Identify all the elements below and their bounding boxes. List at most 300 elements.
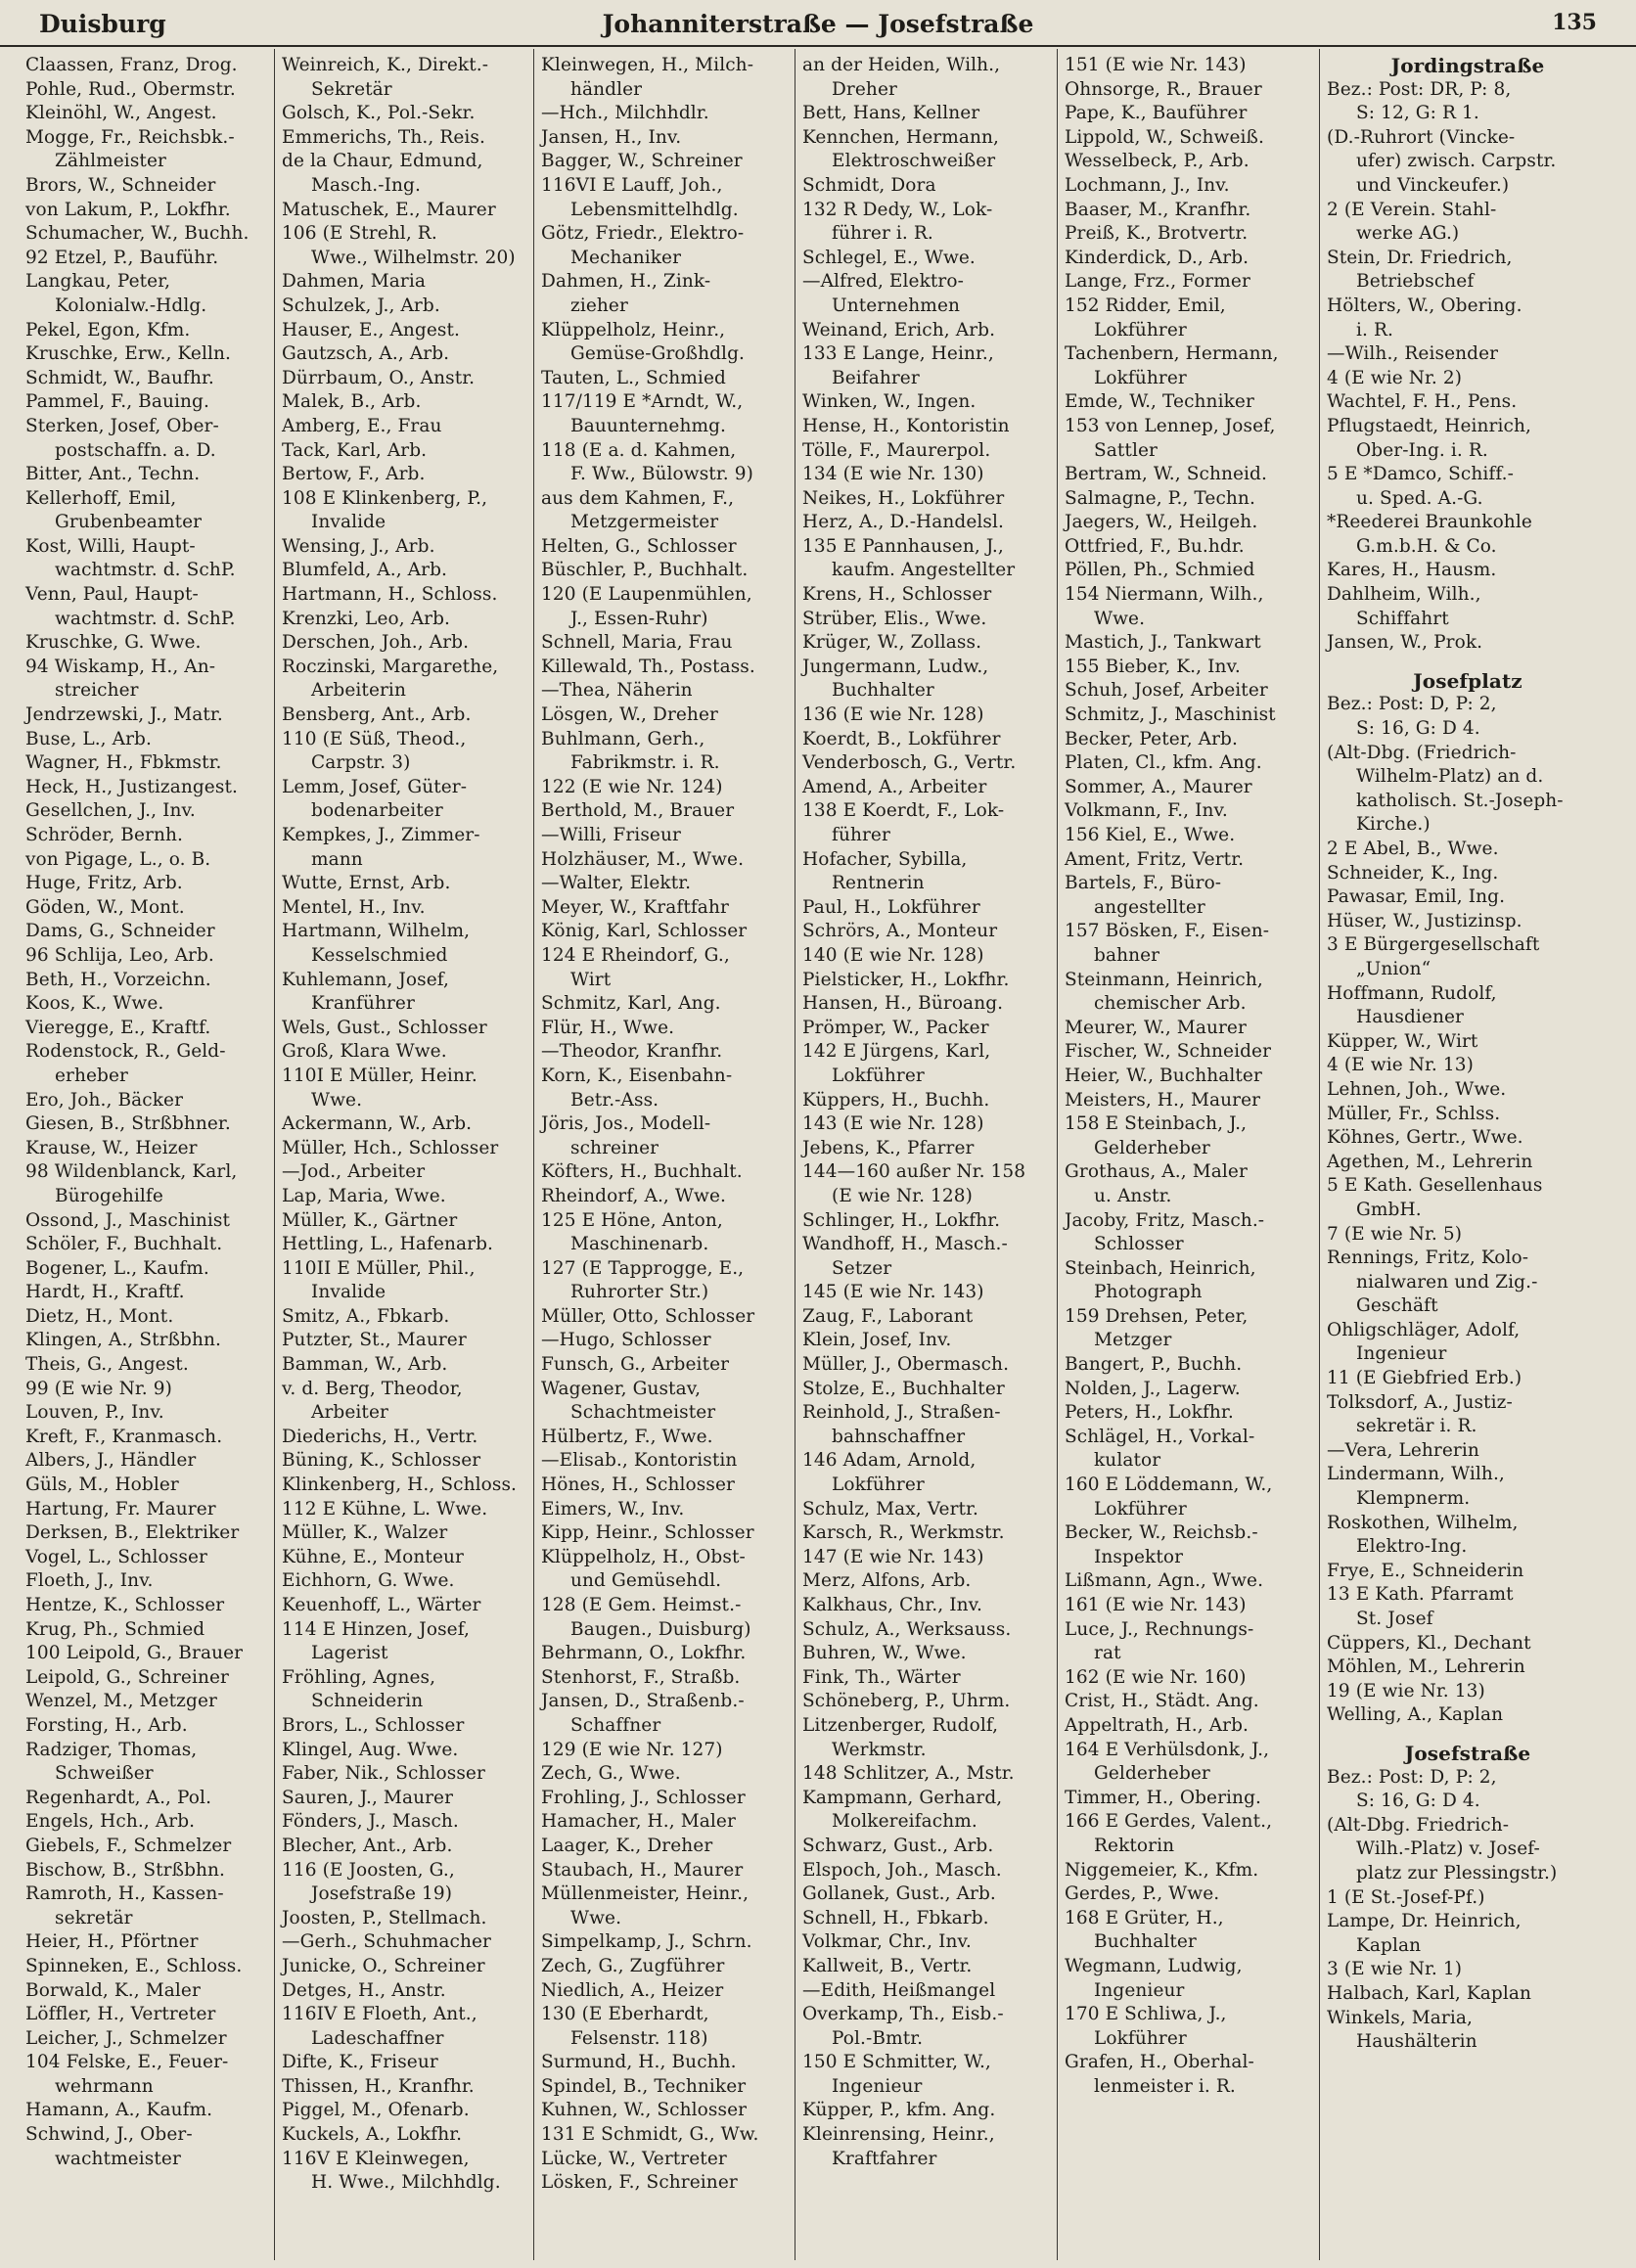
directory-entry-line: Müller, Fr., Schlss. <box>1327 1103 1501 1124</box>
directory-entry-line: Wutte, Ernst, Arb. <box>282 873 451 894</box>
directory-entry-line: 134 (E wie Nr. 130) <box>802 464 984 485</box>
directory-entry-line: führer <box>832 825 890 845</box>
directory-entry-line: angestellter <box>1094 896 1205 918</box>
directory-entry-line: Jacoby, Fritz, Masch.- <box>1065 1209 1265 1231</box>
directory-entry-line: Venderbosch, G., Vertr. <box>802 752 1017 774</box>
directory-entry-line: zieher <box>570 295 628 316</box>
city-name: Duisburg <box>39 10 166 38</box>
directory-entry-line: Rodenstock, R., Geld- <box>25 1041 226 1063</box>
directory-entry-line: Buse, L., Arb. <box>25 728 152 749</box>
directory-entry-line: Krüger, W., Zollass. <box>802 632 982 654</box>
directory-entry-line: Langkau, Peter, <box>25 271 171 293</box>
directory-entry-line: Gesellchen, J., Inv. <box>25 800 196 822</box>
directory-entry-line: 106 (E Strehl, R. <box>282 223 437 245</box>
directory-entry-line: König, Karl, Schlosser <box>541 921 748 942</box>
directory-entry-line: Berthold, M., Brauer <box>541 800 735 822</box>
directory-entry-line: Wwe. <box>1094 608 1146 629</box>
directory-entry-line: —Edith, Heißmangel <box>802 1979 996 2001</box>
directory-entry-line: —Hch., Milchhdlr. <box>541 103 709 124</box>
directory-entry-line: Jaegers, W., Heilgeh. <box>1065 512 1258 533</box>
directory-entry-line: Jansen, H., Inv. <box>541 126 682 148</box>
directory-entry-line: lenmeister i. R. <box>1094 2075 1236 2097</box>
directory-entry-line: Surmund, H., Buchh. <box>541 2052 737 2073</box>
directory-entry-line: Wachtel, F. H., Pens. <box>1327 391 1518 413</box>
directory-entry-line: Hoffmann, Rudolf, <box>1327 982 1497 1004</box>
directory-entry-line: Ero, Joh., Bäcker <box>25 1089 184 1111</box>
directory-entry-line: Pape, K., Bauführer <box>1065 103 1248 124</box>
directory-entry-line: Kost, Willi, Haupt- <box>25 535 196 557</box>
directory-entry-line: Sattler <box>1094 439 1158 461</box>
directory-entry-line: —Gerh., Schuhmacher <box>282 1931 491 1953</box>
directory-entry-line: Lösgen, W., Dreher <box>541 704 718 726</box>
directory-entry-line: katholisch. St.-Joseph- <box>1356 790 1564 811</box>
street-heading: Josefstraße <box>1404 1741 1531 1765</box>
directory-entry-line: 148 Schlitzer, A., Mstr. <box>802 1763 1015 1785</box>
directory-entry-line: Behrmann, O., Lokfhr. <box>541 1643 747 1664</box>
directory-entry-line: und Gemüsehdl. <box>570 1570 722 1592</box>
directory-entry-line: 160 E Löddemann, W., <box>1065 1474 1273 1496</box>
directory-entry-line: Hönes, H., Schlosser <box>541 1474 735 1496</box>
directory-entry-line: 168 E Grüter, H., <box>1065 1907 1224 1928</box>
directory-entry-line: Rentnerin <box>832 873 925 894</box>
directory-entry-line: 127 (E Tapprogge, E., <box>541 1257 745 1279</box>
directory-entry-line: Welling, A., Kaplan <box>1327 1704 1504 1726</box>
directory-entry-line: 104 Felske, E., Feuer- <box>25 2052 229 2073</box>
directory-entry-line: Schulz, Max, Vertr. <box>802 1498 978 1520</box>
directory-entry-line: Fink, Th., Wärter <box>802 1666 961 1688</box>
directory-entry-line: Derksen, B., Elektriker <box>25 1522 240 1544</box>
directory-entry-line: Ladeschaffner <box>311 2027 444 2049</box>
directory-entry-line: Detges, H., Anstr. <box>282 1979 446 2001</box>
directory-entry-line: Setzer <box>832 1257 892 1279</box>
directory-entry-line: Halbach, Karl, Kaplan <box>1327 1982 1532 2004</box>
section-spacer <box>1327 656 1609 669</box>
directory-entry-line: Bagger, W., Schreiner <box>541 151 743 172</box>
directory-entry-line: Dahlheim, Wilh., <box>1327 584 1481 606</box>
directory-entry-line: Crist, H., Städt. Ang. <box>1065 1691 1259 1712</box>
column-divider <box>274 49 275 2260</box>
directory-entry-line: Albers, J., Händler <box>25 1450 197 1472</box>
directory-entry-line: Götz, Friedr., Elektro- <box>541 223 745 245</box>
directory-entry-line: Sauren, J., Maurer <box>282 1787 454 1808</box>
directory-entry-line: Hense, H., Kontoristin <box>802 415 1010 436</box>
directory-entry-line: Geschäft <box>1356 1295 1438 1317</box>
directory-entry-line: Krause, W., Heizer <box>25 1137 198 1158</box>
directory-entry-line: Müller, J., Obermasch. <box>802 1354 1010 1376</box>
directory-column-5 <box>1061 54 1313 2257</box>
directory-entry-line: wehrmann <box>55 2075 154 2097</box>
directory-entry-line: Pflugstaedt, Heinrich, <box>1327 415 1531 436</box>
directory-entry-line: Schwind, J., Ober- <box>25 2124 193 2146</box>
directory-entry-line: Lange, Frz., Former <box>1065 271 1250 293</box>
directory-entry-line: 110II E Müller, Phil., <box>282 1257 476 1279</box>
directory-entry-line: Litzenberger, Rudolf, <box>802 1714 999 1736</box>
directory-entry-line: Timmer, H., Obering. <box>1065 1787 1261 1808</box>
directory-entry-line: Golsch, K., Pol.-Sekr. <box>282 103 476 124</box>
directory-entry-line: Cüppers, Kl., Dechant <box>1327 1632 1531 1654</box>
directory-column-1 <box>22 54 266 2257</box>
directory-entry-line: Overkamp, Th., Eisb.- <box>802 2004 1004 2025</box>
directory-entry-line: 166 E Gerdes, Valent., <box>1065 1811 1273 1833</box>
directory-entry-line: Kuhnen, W., Schlosser <box>541 2100 748 2121</box>
directory-entry-line: H. Wwe., Milchhdlg. <box>311 2172 501 2194</box>
directory-entry-line: Preiß, K., Brotvertr. <box>1065 223 1249 245</box>
directory-entry-line: Meurer, W., Maurer <box>1065 1017 1247 1038</box>
directory-entry-line: Prömper, W., Packer <box>802 1017 989 1038</box>
directory-entry-line: Maschinenarb. <box>570 1234 709 1255</box>
directory-entry-line: Kuhlemann, Josef, <box>282 969 450 990</box>
directory-entry-line: Möhlen, M., Lehrerin <box>1327 1656 1525 1678</box>
directory-entry-line: Müllenmeister, Heinr., <box>541 1883 750 1905</box>
directory-entry-line: 98 Wildenblanck, Karl, <box>25 1161 238 1183</box>
directory-entry-line: Volkmann, F., Inv. <box>1065 800 1228 822</box>
directory-entry-line: —Theodor, Kranfhr. <box>541 1041 723 1063</box>
directory-entry-line: bahnschaffner <box>832 1426 966 1447</box>
directory-entry-line: Laager, K., Dreher <box>541 1835 713 1856</box>
directory-entry-line: Borwald, K., Maler <box>25 1979 201 2001</box>
directory-entry-line: Dams, G., Schneider <box>25 921 215 942</box>
directory-entry-line: Dahmen, H., Zink- <box>541 271 711 293</box>
street-heading: Josefplatz <box>1413 668 1522 693</box>
directory-entry-line: Paul, H., Lokführer <box>802 896 980 918</box>
directory-entry-line: händler <box>570 78 643 100</box>
directory-entry-line: Wwe. <box>311 1089 363 1111</box>
directory-entry-line: Schröder, Bernh. <box>25 825 183 845</box>
directory-entry-line: Thissen, H., Kranfhr. <box>282 2075 475 2097</box>
directory-entry-line: Lokführer <box>832 1474 925 1496</box>
directory-entry-line: Leipold, G., Schreiner <box>25 1666 229 1688</box>
directory-entry-line: Bez.: Post: D, P: 2, <box>1327 1766 1497 1788</box>
directory-entry-line: Kesselschmied <box>311 944 448 966</box>
directory-entry-line: 3 E Bürgergesellschaft <box>1327 934 1540 956</box>
directory-entry-line: Kirche.) <box>1356 814 1431 836</box>
directory-entry-line: Fabrikmstr. i. R. <box>570 752 720 774</box>
directory-entry-line: 4 (E wie Nr. 2) <box>1327 367 1463 388</box>
directory-entry-line: Helten, G., Schlosser <box>541 535 737 557</box>
directory-entry-line: Beth, H., Vorzeichn. <box>25 969 211 990</box>
directory-entry-line: Krug, Ph., Schmied <box>25 1618 205 1640</box>
directory-entry-line: 129 (E wie Nr. 127) <box>541 1739 723 1760</box>
directory-entry-line: 147 (E wie Nr. 143) <box>802 1546 984 1567</box>
directory-entry-line: J., Essen-Ruhr) <box>570 608 708 629</box>
directory-entry-line: Grothaus, A., Maler <box>1065 1161 1248 1183</box>
directory-entry-line: Schuh, Josef, Arbeiter <box>1065 680 1268 702</box>
directory-entry-line: 157 Bösken, F., Eisen- <box>1065 921 1270 942</box>
directory-entry-line: 155 Bieber, K., Inv. <box>1065 656 1241 677</box>
directory-entry-line: Schachtmeister <box>570 1402 716 1424</box>
directory-entry-line: Smitz, A., Fbkarb. <box>282 1305 450 1327</box>
directory-entry-line: Sterken, Josef, Ober- <box>25 415 219 436</box>
directory-entry-line: Lißmann, Agn., Wwe. <box>1065 1570 1264 1592</box>
directory-entry-line: Schlinger, H., Lokfhr. <box>802 1209 1001 1231</box>
directory-entry-line: Schiffahrt <box>1356 608 1449 629</box>
directory-entry-line: und Vinckeufer.) <box>1356 174 1510 196</box>
directory-entry-line: Rheindorf, A., Wwe. <box>541 1185 726 1206</box>
directory-entry-line: 4 (E wie Nr. 13) <box>1327 1055 1474 1076</box>
directory-entry-line: 145 (E wie Nr. 143) <box>802 1282 984 1303</box>
directory-entry-line: S: 12, G: R 1. <box>1356 103 1479 124</box>
directory-entry-line: Pohle, Rud., Obermstr. <box>25 78 236 100</box>
directory-entry-line: Wwe. <box>570 1907 622 1928</box>
directory-entry-line: 94 Wiskamp, H., An- <box>25 656 216 677</box>
directory-entry-line: 138 E Koerdt, F., Lok- <box>802 800 1005 822</box>
directory-entry-line: bahner <box>1094 944 1160 966</box>
directory-entry-line: werke AG.) <box>1356 223 1460 245</box>
directory-entry-line: Bitter, Ant., Techn. <box>25 464 201 485</box>
directory-entry-line: Joosten, P., Stellmach. <box>282 1907 487 1928</box>
directory-entry-line: Putzter, St., Maurer <box>282 1330 467 1351</box>
directory-entry-line: 118 (E a. d. Kahmen, <box>541 439 737 461</box>
directory-entry-line: Müller, K., Walzer <box>282 1522 448 1544</box>
directory-entry-line: Bauunternehmg. <box>570 415 727 436</box>
directory-entry-line: Lücke, W., Vertreter <box>541 2148 727 2169</box>
directory-entry-line: Jendrzewski, J., Matr. <box>25 704 223 726</box>
directory-entry-line: Spindel, B., Techniker <box>541 2075 747 2097</box>
directory-entry-line: Gemüse-Großhdlg. <box>570 343 745 365</box>
directory-entry-line: Blumfeld, A., Arb. <box>282 560 448 581</box>
directory-entry-line: Bürogehilfe <box>55 1185 163 1206</box>
directory-entry-line: Jansen, W., Prok. <box>1327 632 1483 654</box>
directory-entry-line: St. Josef <box>1356 1609 1433 1629</box>
directory-entry-line: Ohligschläger, Adolf, <box>1327 1319 1521 1340</box>
directory-entry-line: Schlegel, E., Wwe. <box>802 247 976 268</box>
directory-entry-line: Schulz, A., Werksauss. <box>802 1618 1012 1640</box>
directory-entry-line: Jungermann, Ludw., <box>802 656 989 677</box>
directory-entry-line: Schrörs, A., Monteur <box>802 921 998 942</box>
directory-entry-line: Schöneberg, P., Uhrm. <box>802 1691 1011 1712</box>
directory-entry-line: Funsch, G., Arbeiter <box>541 1354 730 1376</box>
directory-entry-line: Hamann, A., Kaufm. <box>25 2100 213 2121</box>
directory-entry-line: 116 (E Joosten, G., <box>282 1859 455 1881</box>
directory-entry-line: kaufm. Angestellter <box>832 560 1016 581</box>
directory-entry-line: „Union“ <box>1356 958 1432 979</box>
directory-entry-line: Regenhardt, A., Pol. <box>25 1787 212 1808</box>
directory-entry-line: Zech, G., Wwe. <box>541 1763 681 1785</box>
street-range-title: Johanniterstraße — Josefstraße <box>602 10 1034 38</box>
directory-entry-line: Steinmann, Heinrich, <box>1065 969 1263 990</box>
directory-entry-line: Schmidt, Dora <box>802 174 936 196</box>
directory-entry-line: Roskothen, Wilhelm, <box>1327 1512 1519 1533</box>
directory-entry-line: G.m.b.H. & Co. <box>1356 535 1497 557</box>
directory-entry-line: Lokführer <box>832 1065 925 1086</box>
section-spacer <box>1327 1728 1609 1742</box>
directory-entry-line: Elspoch, Joh., Masch. <box>802 1859 1002 1881</box>
directory-entry-line: Lagerist <box>311 1643 388 1664</box>
directory-entry-line: Pekel, Egon, Kfm. <box>25 319 191 340</box>
directory-entry-line: 100 Leipold, G., Brauer <box>25 1643 244 1664</box>
directory-entry-line: Hüser, W., Justizinsp. <box>1327 910 1522 931</box>
directory-entry-line: Elektroschweißer <box>832 151 996 172</box>
directory-entry-line: 136 (E wie Nr. 128) <box>802 704 984 726</box>
directory-entry-line: Bett, Hans, Kellner <box>802 103 980 124</box>
directory-entry-line: an der Heiden, Wilh., <box>802 55 1001 75</box>
directory-entry-line: bodenarbeiter <box>311 800 443 822</box>
directory-entry-line: Simpelkamp, J., Schrn. <box>541 1931 752 1953</box>
directory-entry-line: Peters, H., Lokfhr. <box>1065 1402 1234 1424</box>
directory-entry-line: Bartels, F., Büro- <box>1065 873 1222 894</box>
directory-entry-line: Molkereifachm. <box>832 1811 977 1833</box>
directory-entry-line: Tolksdorf, A., Justiz- <box>1327 1391 1513 1413</box>
directory-entry-line: Lampe, Dr. Heinrich, <box>1327 1911 1522 1932</box>
directory-entry-line: Klüppelholz, Heinr., <box>541 319 726 340</box>
directory-entry-line: 133 E Lange, Heinr., <box>802 343 994 365</box>
directory-entry-line: Eimers, W., Inv. <box>541 1498 685 1520</box>
directory-entry-line: Invalide <box>311 512 386 533</box>
directory-entry-line: Pöllen, Ph., Schmied <box>1065 560 1255 581</box>
directory-entry-line: Lokführer <box>1094 319 1187 340</box>
directory-entry-line: Kallweit, B., Vertr. <box>802 1955 973 1976</box>
directory-entry-line: Kaplan <box>1356 1934 1422 1956</box>
directory-entry-line: Ruhrorter Str.) <box>570 1282 709 1303</box>
directory-entry-line: 96 Schlija, Leo, Arb. <box>25 944 214 966</box>
directory-entry-line: 125 E Höne, Anton, <box>541 1209 723 1231</box>
directory-entry-line: Heier, H., Pförtner <box>25 1931 199 1953</box>
directory-entry-line: Hettling, L., Hafenarb. <box>282 1234 493 1255</box>
directory-entry-line: 152 Ridder, Emil, <box>1065 295 1226 316</box>
directory-entry-line: Meisters, H., Maurer <box>1065 1089 1261 1111</box>
directory-entry-line: Klüppelholz, H., Obst- <box>541 1546 746 1567</box>
directory-entry-line: Gerdes, P., Wwe. <box>1065 1883 1220 1905</box>
directory-entry-line: Tack, Karl, Arb. <box>282 439 428 461</box>
directory-entry-line: u. Sped. A.-G. <box>1356 487 1483 509</box>
directory-entry-line: 1 (E St.-Josef-Pf.) <box>1327 1886 1485 1908</box>
directory-entry-line: 13 E Kath. Pfarramt <box>1327 1584 1514 1606</box>
directory-entry-line: Betr.-Ass. <box>570 1089 659 1111</box>
directory-entry-line: Matuschek, E., Maurer <box>282 199 496 220</box>
directory-entry-line: Ingenieur <box>1356 1343 1447 1365</box>
directory-entry-line: Schweißer <box>55 1763 154 1785</box>
page-number: 135 <box>1552 10 1597 35</box>
directory-entry-line: Jansen, D., Straßenb.- <box>541 1691 745 1712</box>
directory-entry-line: 122 (E wie Nr. 124) <box>541 776 723 797</box>
directory-entry-line: 144—160 außer Nr. 158 <box>802 1161 1026 1183</box>
directory-entry-line: 161 (E wie Nr. 143) <box>1065 1595 1247 1615</box>
directory-entry-line: v. d. Berg, Theodor, <box>282 1378 463 1399</box>
directory-entry-line: Becker, Peter, Arb. <box>1065 728 1238 749</box>
directory-entry-line: Holzhäuser, M., Wwe. <box>541 848 745 870</box>
directory-entry-line: Kolonialw.-Hdlg. <box>55 295 207 316</box>
directory-entry-line: Winken, W., Ingen. <box>802 391 977 413</box>
directory-entry-line: 130 (E Eberhardt, <box>541 2004 709 2025</box>
directory-entry-line: Hartmann, H., Schloss. <box>282 584 498 606</box>
directory-entry-line: Rennings, Fritz, Kolo- <box>1327 1247 1529 1269</box>
directory-column-3 <box>537 54 790 2257</box>
directory-entry-line: Forsting, H., Arb. <box>25 1714 188 1736</box>
directory-entry-line: Bogener, L., Kaufm. <box>25 1257 209 1279</box>
directory-entry-line: Arbeiter <box>311 1402 388 1424</box>
directory-entry-line: Ossond, J., Maschinist <box>25 1209 231 1231</box>
directory-entry-line: Bischow, B., Strßbhn. <box>25 1859 226 1881</box>
directory-entry-line: Hansen, H., Büroang. <box>802 993 1004 1015</box>
directory-entry-line: Gelderheber <box>1094 1763 1210 1785</box>
directory-entry-line: 159 Drehsen, Peter, <box>1065 1305 1249 1327</box>
directory-entry-line: Wilhelm-Platz) an d. <box>1356 766 1544 788</box>
directory-entry-line: Haushälterin <box>1356 2031 1477 2053</box>
directory-entry-line: Heck, H., Justizangest. <box>25 776 238 797</box>
directory-entry-line: 117/119 E *Arndt, W., <box>541 391 744 413</box>
directory-entry-line: Wesselbeck, P., Arb. <box>1065 151 1250 172</box>
directory-entry-line: aus dem Kahmen, F., <box>541 487 735 509</box>
directory-entry-line: Eichhorn, G. Wwe. <box>282 1570 455 1592</box>
directory-entry-line: 153 von Lennep, Josef, <box>1065 415 1276 436</box>
directory-entry-line: Photograph <box>1094 1282 1203 1303</box>
directory-entry-line: Stenhorst, F., Straßb. <box>541 1666 741 1688</box>
directory-entry-line: Schnell, Maria, Frau <box>541 632 733 654</box>
directory-entry-line: Bez.: Post: DR, P: 8, <box>1327 78 1512 100</box>
directory-entry-line: mann <box>311 848 363 870</box>
directory-entry-line: Küppers, H., Buchh. <box>802 1089 990 1111</box>
directory-entry-line: Korn, K., Eisenbahn- <box>541 1065 733 1086</box>
directory-entry-line: 156 Kiel, E., Wwe. <box>1065 825 1236 845</box>
directory-entry-line: Hausdiener <box>1356 1007 1464 1028</box>
directory-entry-line: Koerdt, B., Lokführer <box>802 728 1001 749</box>
directory-entry-line: 151 (E wie Nr. 143) <box>1065 55 1247 75</box>
directory-entry-line: 99 (E wie Nr. 9) <box>25 1378 172 1399</box>
directory-entry-line: —Hugo, Schlosser <box>541 1330 711 1351</box>
directory-entry-line: Wwe., Wilhelmstr. 20) <box>311 247 516 268</box>
directory-entry-line: Kempkes, J., Zimmer- <box>282 825 480 845</box>
directory-entry-line: Becker, W., Reichsb.- <box>1065 1522 1258 1544</box>
directory-entry-line: Agethen, M., Lehrerin <box>1327 1151 1533 1172</box>
page-header <box>0 0 1636 47</box>
directory-entry-line: Lap, Maria, Wwe. <box>282 1185 446 1206</box>
directory-entry-line: Klempnerm. <box>1356 1488 1471 1510</box>
directory-entry-line: Diederichs, H., Vertr. <box>282 1426 478 1447</box>
directory-entry-line: Lokführer <box>1094 367 1187 388</box>
directory-entry-line: Weinand, Erich, Arb. <box>802 319 996 340</box>
directory-entry-line: Stein, Dr. Friedrich, <box>1327 247 1513 268</box>
directory-entry-line: Klingen, A., Strßbhn. <box>25 1330 221 1351</box>
directory-entry-line: Giebels, F., Schmelzer <box>25 1835 232 1856</box>
directory-entry-line: Neikes, H., Lokführer <box>802 487 1005 509</box>
directory-entry-line: Invalide <box>311 1282 386 1303</box>
directory-entry-line: Herz, A., D.-Handelsl. <box>802 512 1005 533</box>
directory-entry-line: Lehnen, Joh., Wwe. <box>1327 1078 1507 1100</box>
directory-entry-line: Tauten, L., Schmied <box>541 367 726 388</box>
directory-entry-line: kulator <box>1094 1450 1161 1472</box>
street-heading: Jordingstraße <box>1390 54 1545 77</box>
directory-entry-line: Ober-Ing. i. R. <box>1356 439 1488 461</box>
directory-entry-line: Kampmann, Gerhard, <box>802 1787 1003 1808</box>
directory-entry-line: 124 E Rheindorf, G., <box>541 944 730 966</box>
directory-entry-line: Müller, K., Gärtner <box>282 1209 458 1231</box>
directory-entry-line: 11 (E Giebfried Erb.) <box>1327 1368 1522 1389</box>
directory-entry-line: Tölle, F., Maurerpol. <box>802 439 991 461</box>
directory-entry-line: Güls, M., Hobler <box>25 1474 179 1496</box>
directory-entry-line: Venn, Paul, Haupt- <box>25 584 199 606</box>
directory-entry-line: Buchhalter <box>832 680 934 702</box>
directory-entry-line: Rektorin <box>1094 1835 1175 1856</box>
directory-entry-line: Hardt, H., Kraftf. <box>25 1282 185 1303</box>
directory-entry-line: —Wilh., Reisender <box>1327 343 1499 365</box>
directory-entry-line: Schneiderin <box>311 1691 424 1712</box>
directory-entry-line: Volkmar, Chr., Inv. <box>802 1931 972 1953</box>
directory-entry-line: Elektro-Ing. <box>1356 1536 1468 1558</box>
directory-entry-line: Kühne, E., Monteur <box>282 1546 464 1567</box>
directory-entry-line: Ramroth, H., Kassen- <box>25 1883 224 1905</box>
directory-entry-line: Sekretär <box>311 78 392 100</box>
directory-entry-line: Junicke, O., Schreiner <box>282 1955 485 1976</box>
directory-entry-line: 150 E Schmitter, W., <box>802 2052 991 2073</box>
directory-entry-line: Niggemeier, K., Kfm. <box>1065 1859 1259 1881</box>
directory-entry-line: Grafen, H., Oberhal- <box>1065 2052 1254 2073</box>
directory-entry-line: Küpper, W., Wirt <box>1327 1030 1478 1052</box>
directory-entry-line: —Jod., Arbeiter <box>282 1161 426 1183</box>
directory-entry-line: Kuckels, A., Lokfhr. <box>282 2124 463 2146</box>
directory-entry-line: Küpper, P., kfm. Ang. <box>802 2100 996 2121</box>
directory-entry-line: Schlosser <box>1094 1234 1184 1255</box>
directory-entry-line: Louven, P., Inv. <box>25 1402 164 1424</box>
